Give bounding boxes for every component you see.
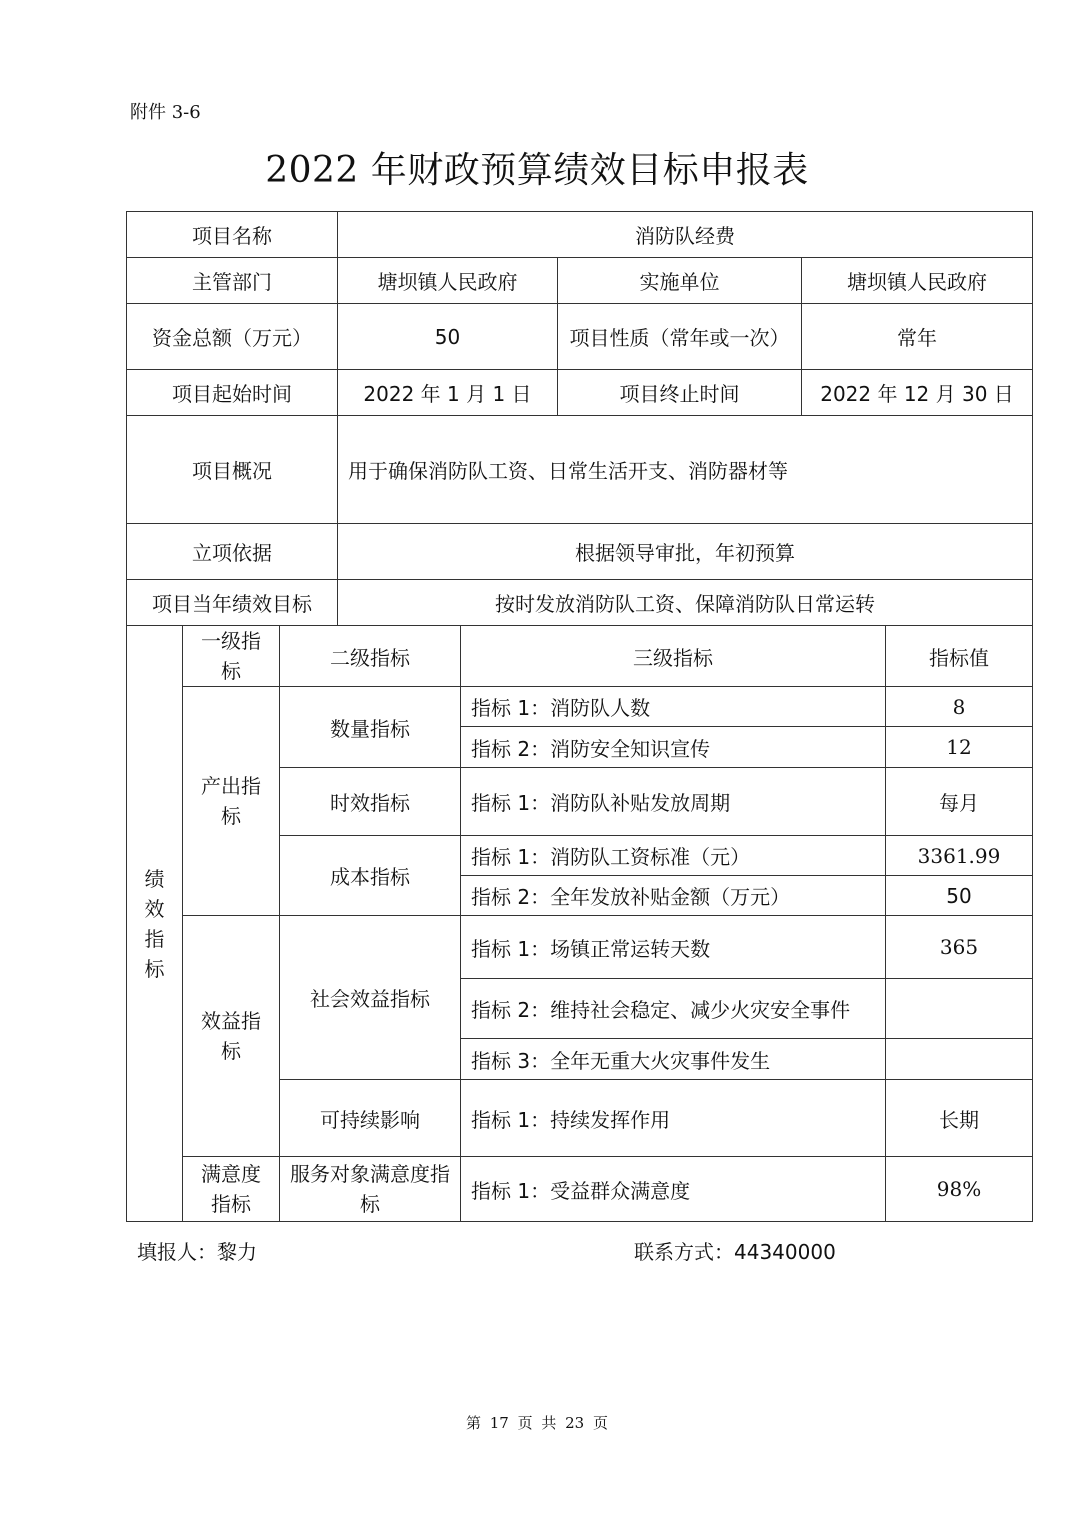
page-title: 2022 年财政预算绩效目标申报表: [265, 150, 809, 191]
indicator-text: 指标 1：受益群众满意度: [461, 1157, 886, 1222]
filler-info: 填报人：黎力: [137, 1240, 257, 1264]
indicator-value: 365: [886, 916, 1033, 979]
project-name-label: 项目名称: [127, 212, 338, 258]
satisfaction-label: [183, 1157, 280, 1222]
unit-label: 实施单位: [558, 258, 802, 304]
nature-label: 项目性质（常年或一次）: [558, 304, 802, 370]
indicator-text: 指标 1：消防队补贴发放周期: [461, 768, 886, 836]
indicator-text: 指标 1：持续发挥作用: [461, 1080, 886, 1157]
indicator-value: [886, 1039, 1033, 1080]
project-name-value: 消防队经费: [338, 212, 1033, 258]
unit-value: 塘坝镇人民政府: [802, 258, 1033, 304]
dept-label: 主管部门: [127, 258, 338, 304]
indicator-value: 3361.99: [886, 836, 1033, 876]
amount-value: 50: [338, 304, 558, 370]
header-level1: [183, 626, 280, 687]
service-label: [280, 1157, 461, 1222]
benefit-label: [183, 916, 280, 1157]
indicator-text: 指标 1：消防队工资标准（元）: [461, 836, 886, 876]
header-value: 指标值: [886, 626, 1033, 687]
indicator-text: 指标 1：场镇正常运转天数: [461, 916, 886, 979]
header-level3: 三级指标: [461, 626, 886, 687]
indicator-group-text: 绩效指标: [144, 866, 165, 981]
basis-value: 根据领导审批，年初预算: [338, 524, 1033, 580]
indicator-group-label: [127, 626, 183, 1222]
service-label-text: 服务对象满意度指标: [290, 1162, 450, 1216]
timeliness-label: 时效指标: [280, 768, 461, 836]
indicator-value: 长期: [886, 1080, 1033, 1157]
nature-value: 常年: [802, 304, 1033, 370]
page-number: 第 17 页 共 23 页: [465, 1414, 608, 1432]
indicator-value: 8: [886, 687, 1033, 727]
social-label: 社会效益指标: [280, 916, 461, 1080]
start-label: 项目起始时间: [127, 370, 338, 416]
output-label: [183, 687, 280, 916]
overview-value: 用于确保消防队工资、日常生活开支、消防器材等: [338, 416, 1033, 524]
overview-label: 项目概况: [127, 416, 338, 524]
indicator-text: 指标 2：消防安全知识宣传: [461, 727, 886, 768]
indicator-text: 指标 1：消防队人数: [461, 687, 886, 727]
dept-value: 塘坝镇人民政府: [338, 258, 558, 304]
indicator-value: 50: [886, 876, 1033, 916]
end-label: 项目终止时间: [558, 370, 802, 416]
indicator-text: 指标 2：维持社会稳定、减少火灾安全事件: [461, 979, 886, 1039]
header-level1-text: 一级指标: [201, 629, 261, 683]
project-info-table: [126, 211, 1033, 626]
indicator-value: [886, 979, 1033, 1039]
basis-label: 立项依据: [127, 524, 338, 580]
indicator-table: [126, 625, 1033, 1222]
amount-label: 资金总额（万元）: [127, 304, 338, 370]
indicator-value: 每月: [886, 768, 1033, 836]
header-level2: 二级指标: [280, 626, 461, 687]
indicator-value: 12: [886, 727, 1033, 768]
indicator-text: 指标 2：全年发放补贴金额（万元）: [461, 876, 886, 916]
satisfaction-label-text: 满意度指标: [201, 1162, 261, 1216]
indicator-value: 98%: [886, 1157, 1033, 1222]
quantity-label: 数量指标: [280, 687, 461, 768]
cost-label: 成本指标: [280, 836, 461, 916]
sustain-label: 可持续影响: [280, 1080, 461, 1157]
attachment-label: 附件 3-6: [130, 102, 201, 123]
start-value: 2022 年 1 月 1 日: [338, 370, 558, 416]
contact-info: 联系方式：44340000: [634, 1240, 836, 1264]
goal-label: 项目当年绩效目标: [127, 580, 338, 626]
output-label-text: 产出指标: [201, 774, 261, 828]
end-value: 2022 年 12 月 30 日: [802, 370, 1033, 416]
benefit-label-text: 效益指标: [201, 1009, 261, 1063]
indicator-text: 指标 3：全年无重大火灾事件发生: [461, 1039, 886, 1080]
goal-value: 按时发放消防队工资、保障消防队日常运转: [338, 580, 1033, 626]
